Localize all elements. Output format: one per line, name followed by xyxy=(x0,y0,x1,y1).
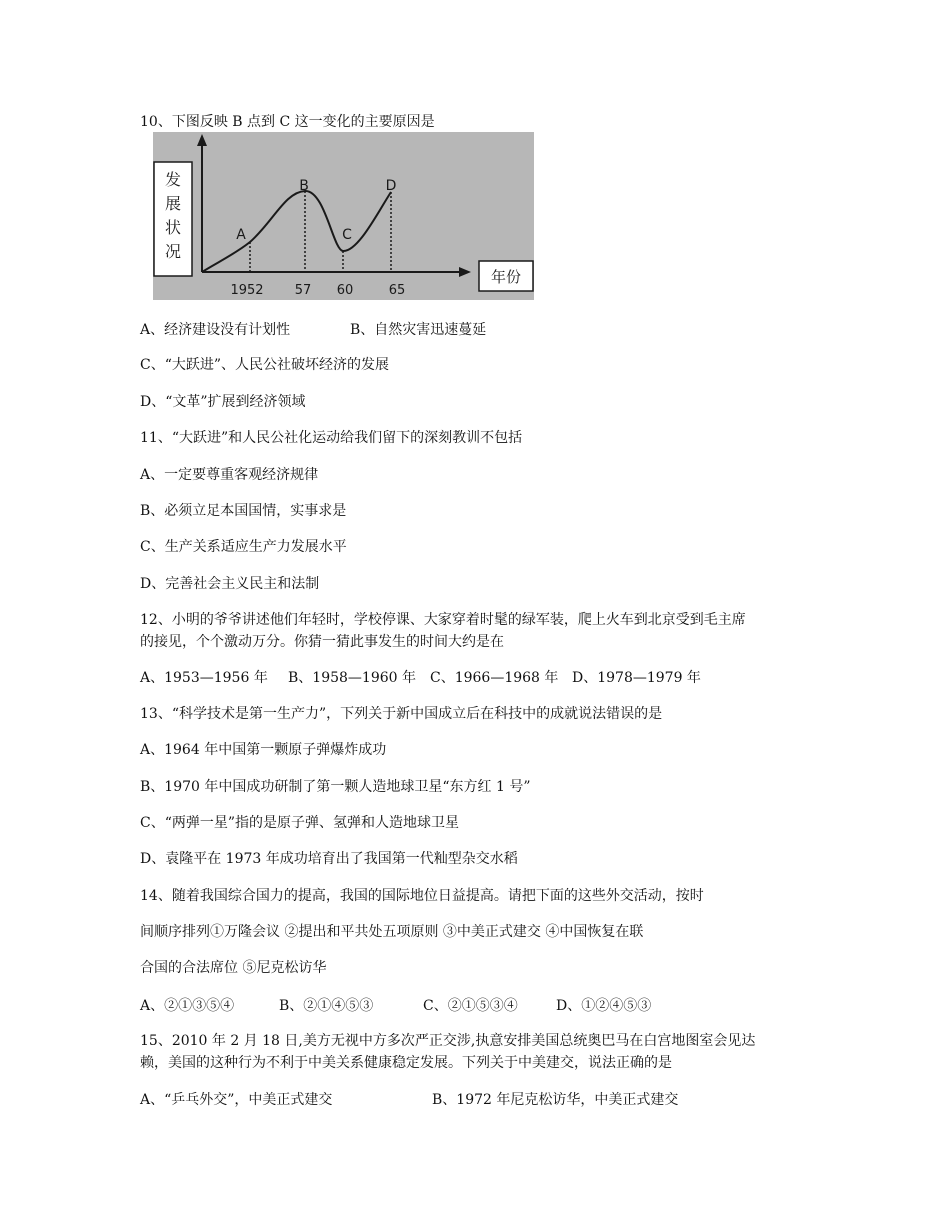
ylabel-char-2: 展 xyxy=(164,194,182,213)
point-label-a: A xyxy=(236,227,246,243)
q11-option-b: B、必须立足本国国情，实事求是 xyxy=(140,503,347,519)
q14-option-d: D、①②④⑤③ xyxy=(556,998,652,1014)
q14-option-c: C、②①⑤③④ xyxy=(423,998,518,1014)
q10-stem: 10、下图反映 B 点到 C 这一变化的主要原因是 xyxy=(140,114,435,130)
q12-option-b: B、1958—1960 年 xyxy=(288,670,416,686)
q10-option-a: A、经济建设没有计划性 xyxy=(140,322,291,338)
q15-option-a: A、“乒乓外交”，中美正式建交 xyxy=(140,1092,333,1108)
q15-stem-line-1: 15、2010 年 2 月 18 日,美方无视中方多次严正交涉,执意安排美国总统奥巴马在白宫地图室会见达 xyxy=(140,1033,756,1049)
q11-option-c: C、生产关系适应生产力发展水平 xyxy=(140,539,347,555)
q14-stem-line-1: 14、随着我国综合国力的提高，我国的国际地位日益提高。请把下面的这些外交活动，按时 xyxy=(140,888,704,904)
development-curve-figure xyxy=(153,132,534,300)
q12-stem-line-1: 12、小明的爷爷讲述他们年轻时，学校停课、大家穿着时髦的绿军装，爬上火车到北京受到毛主席 xyxy=(140,612,746,628)
point-label-b: B xyxy=(299,178,309,194)
q10-option-d: D、“文革”扩展到经济领域 xyxy=(140,394,306,410)
xlabel: 年份 xyxy=(490,268,522,286)
q15-option-b: B、1972 年尼克松访华，中美正式建交 xyxy=(432,1092,679,1108)
q13-option-a: A、1964 年中国第一颗原子弹爆炸成功 xyxy=(140,742,387,758)
q12-option-d: D、1978—1979 年 xyxy=(572,670,701,686)
q11-option-d: D、完善社会主义民主和法制 xyxy=(140,576,320,592)
q13-option-b: B、1970 年中国成功研制了第一颗人造地球卫星“东方红 1 号” xyxy=(140,779,531,795)
tick-label-1952: 1952 xyxy=(230,283,264,298)
q11-option-a: A、一定要尊重客观经济规律 xyxy=(140,467,319,483)
ylabel-char-4: 况 xyxy=(164,242,182,261)
q12-option-c: C、1966—1968 年 xyxy=(430,670,559,686)
ylabel-char-1: 发 xyxy=(164,170,182,189)
q14-option-a: A、②①③⑤④ xyxy=(140,998,235,1014)
tick-label-57: 57 xyxy=(294,283,312,298)
q14-option-b: B、②①④⑤③ xyxy=(279,998,374,1014)
q15-stem-line-2: 赖，美国的这种行为不利于中美关系健康稳定发展。下列关于中美建交，说法正确的是 xyxy=(140,1055,672,1071)
tick-label-60: 60 xyxy=(336,283,354,298)
q13-option-d: D、袁隆平在 1973 年成功培育出了我国第一代籼型杂交水稻 xyxy=(140,851,518,867)
q12-option-a: A、1953—1956 年 xyxy=(140,670,268,686)
point-label-d: D xyxy=(385,178,397,194)
q11-stem: 11、“大跃进”和人民公社化运动给我们留下的深刻教训不包括 xyxy=(140,430,523,446)
q10-option-c: C、“大跃进”、人民公社破坏经济的发展 xyxy=(140,357,390,373)
figure-background xyxy=(153,132,534,300)
ylabel-char-3: 状 xyxy=(164,218,182,237)
q14-stem-line-2: 间顺序排列①万隆会议 ②提出和平共处五项原则 ③中美正式建交 ④中国恢复在联 xyxy=(140,924,644,940)
q13-option-c: C、“两弹一星”指的是原子弹、氢弹和人造地球卫星 xyxy=(140,815,460,831)
q14-stem-line-3: 合国的合法席位 ⑤尼克松访华 xyxy=(140,960,327,976)
q12-stem-line-2: 的接见，个个激动万分。你猜一猜此事发生的时间大约是在 xyxy=(140,634,504,650)
point-label-c: C xyxy=(342,227,352,243)
tick-label-65: 65 xyxy=(388,283,406,298)
q13-stem: 13、“科学技术是第一生产力”，下列关于新中国成立后在科技中的成就说法错误的是 xyxy=(140,706,663,722)
q10-option-b: B、自然灾害迅速蔓延 xyxy=(350,322,487,338)
